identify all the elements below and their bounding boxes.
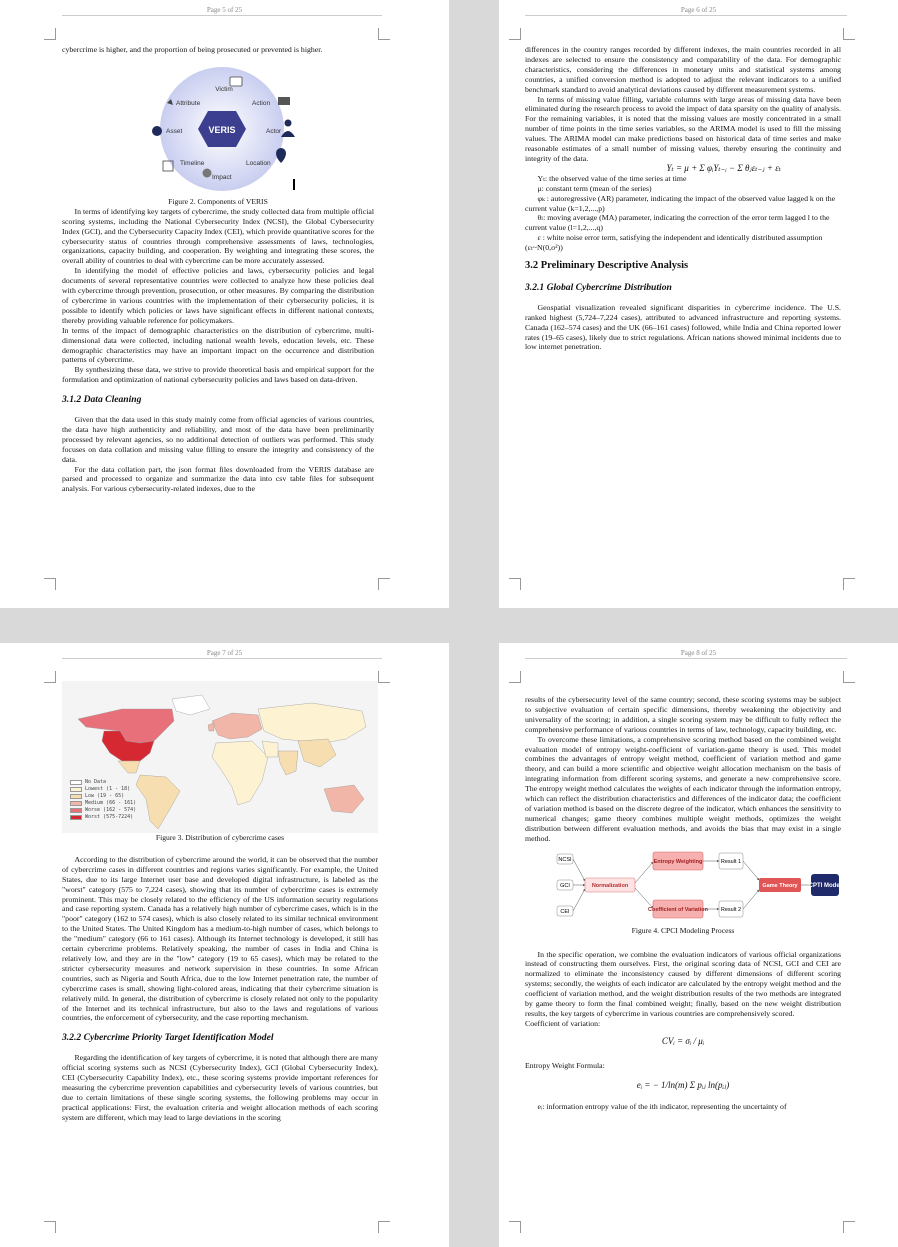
crop-mark [509, 1221, 521, 1233]
legend-label: Worst (575-7224) [85, 814, 134, 820]
crop-mark [378, 1221, 390, 1233]
definition: θₗ: moving average (MA) parameter, indicating the correction of the error term lagged l to the current value (l=1,2,...,q) [525, 213, 830, 233]
page-number: Page 6 of 25 [680, 6, 717, 14]
formula-label: Entropy Weight Formula: [525, 1060, 605, 1070]
veris-label-impact: Impact [212, 173, 232, 181]
crop-mark [843, 1221, 855, 1233]
veris-label-actor: Actor [266, 127, 282, 135]
result-2-label: Result 2 [720, 906, 742, 913]
paragraph: For the data collation part, the json format files downloaded from the VERIS database are parsed and processed to organize and summarize the data into csv table files for subsequent analysis. For various cybersecurity-related indexes, due to the [62, 464, 374, 494]
entropy-weighting-label: Entropy Weighting [653, 858, 703, 865]
crop-mark [44, 28, 56, 40]
section-heading: 3.2.1 Global Cybercrime Distribution [525, 281, 672, 293]
page-number: Page 8 of 25 [680, 649, 717, 657]
crop-mark [509, 28, 521, 40]
veris-label-action: Action [252, 99, 271, 107]
formula-label: Coefficient of variation: [525, 1018, 601, 1028]
entropy-formula: eᵢ = − 1/ln(m) Σ pᵢⱼ ln(pᵢⱼ) [636, 1079, 730, 1090]
crop-mark [378, 28, 390, 40]
crop-mark [843, 28, 855, 40]
page-6 [499, 0, 898, 608]
page-number: Page 7 of 25 [206, 649, 243, 657]
lock-icon [152, 126, 162, 136]
paragraph: In the specific operation, we combine the evaluation indicators of various official organizations instead of constructing them ourselves. First, the original scoring data of NCSI, GCI and CEI are normalized to eliminate the inconsistency caused by different dimensions of different scoring systems; secondly, the weights of each indicator are calculated by the entropy weight method and the coefficient of variation method, and the weight distribution results of the two methods are integrated by game theory to form the final combined weight; finally, based on the new weight distribution results, the key targets of cybercrime in various countries are comprehensively scored. [525, 949, 841, 1018]
paragraph: results of the cybersecurity level of the same country; second, these scoring systems may be subject to subjective evaluation of certain specific dimensions, thereby weakening the objectivity and universality of the scoring; in addition, a single scoring system may be difficult to fully reflect the comprehensive performance of various countries in terms of law, technology, capacity building, etc. [525, 695, 841, 734]
normalization-label: Normalization [591, 882, 629, 889]
definition: ε : white noise error term, satisfying the independent and identically distributed assumption (εₜ~N(0,σ²)) [525, 233, 823, 253]
legend-swatch [70, 787, 82, 792]
legend-label: No Data [85, 779, 107, 785]
cpci-flow-diagram [525, 848, 841, 926]
legend-swatch [70, 808, 82, 813]
paragraph: differences in the country ranges recorded by different indexes, the main countries recorded in all indexes are selected to ensure the consistency and comparability of the data. For demographic characteristics, considering the differences in monetary units and statistical systems among countries, a unified conversion method is adopted to adjust the relevant indicators to a unified benchmark standard to avoid analytical deviations caused by different measurement systems. [525, 45, 841, 94]
page-7 [0, 643, 449, 1247]
paragraph: Regarding the identification of key targets of cybercrime, it is noted that although there are many official scoring systems such as NCSI (Cybersecurity Index), GCI (Global Cybersecurity Index), CEI (Cybersecurity Capability Index), etc., these scoring systems provide important references for measuring the cybercrime prevention capabilities and cybersecurity levels of various countries, but due to certain limitations of these single scoring systems, the following problems may occur in practical applications: First, the evaluation criteria and weight allocation methods of each scoring system are different, which may lead to large deviations in the scoring [62, 1053, 378, 1122]
paragraph: In terms of identifying key targets of cybercrime, the study collected data from multiple official scoring systems, including the National Cybersecurity Index (NCSI), the Global Cybersecurity Index (GCI), and the Cybersecurity Capacity Index (CEI), which provide quantitative scores for the cybersecurity status of countries through comprehensive assessments of laws, technologies, organizations, capacity building, and cooperation. By weighting and integrating these scores, the overall ability of countries to deal with cybercrime can be more accurately assessed. [62, 206, 374, 266]
cpti-model-label: CPTI Model [808, 882, 841, 889]
figure-caption: Figure 4. CPCI Modeling Process [631, 925, 735, 935]
crop-mark [44, 578, 56, 590]
paragraph: According to the distribution of cybercrime around the world, it can be observed that the number of cybercrime cases in different countries and regions varies significantly. For example, the United States, due to its large Internet user base and developed digital infrastructure, is labeled as the "worst" category (575 to 7,224 cases), showing that its number of cybercrime cases is extremely prominent. This may be closely related to the efficiency of the US information security regulations and case reporting system. Canada has a relatively high number of cybercrime cases, which is in the "poor" category (162 to 574 cases), which is also closely related to its similar technical environment to the United States. The United Kingdom has a medium-to-high number of cases, which belongs to the "medium" category (66 to 161 cases). Although its Internet technology is developed, it still has certain cybercrime problems. Relatively speaking, the number of cases in India and China is relatively low, and they are in the "low" category (19 to 65 cases), which may be related to the stricter cybersecurity measures and network supervision in these countries. In some African countries, such as Nigeria and South Africa, due to the low Internet penetration rate, the number of cybercrime cases is small, showing light-colored areas, indicating that their cybercrime situation is relatively mild. In general, the distribution of cybercrime is closely related not only to the popularity of the Internet and its technical infrastructure, but also to the laws and regulations of various countries, the enforcement of cybersecurity, and the case reporting mechanism. [62, 854, 378, 1023]
cv-formula: CVᵢ = σᵢ / μᵢ [661, 1035, 705, 1046]
paragraph: Geospatial visualization revealed significant disparities in cybercrime incidence. The U.S. ranked highest (5,724–7,224 cases), attributed to advanced infrastructure and reporting systems. Canada (162–574 cases) and the UK (66–161 cases) followed, while India and China reported lower rates (19–65 cases), likely due to strict regulations. African nations showed minimal incidents due to low internet penetration. [525, 302, 841, 352]
paragraph: In identifying the model of effective policies and laws, cybersecurity policies and legal documents of several representative countries were collected to analyze how these policies deal with cybercrime through prevention, prosecution, or other measures. By comparing the distribution of cybercrime in various countries with the implementation of their cybersecurity policies, it is possible to identify which policies or laws have significant effects in different national contexts, thereby providing valuable reference for policymakers. [62, 266, 374, 325]
paragraph: cybercrime is higher, and the proportion of being prosecuted or prevented is higher. [62, 45, 323, 54]
veris-center-label: VERIS [208, 124, 236, 135]
veris-label-location: Location [246, 159, 271, 167]
legend-label: Worse (162 - 574) [85, 807, 137, 813]
veris-label-asset: Asset [166, 127, 183, 135]
text-cursor [293, 179, 295, 190]
definition: eᵢ: information entropy value of the ith indicator, representing the uncertainty of [537, 1102, 787, 1112]
veris-label-timeline: Timeline [180, 159, 205, 167]
legend-swatch [70, 815, 82, 820]
legend-swatch [70, 780, 82, 785]
definition: φₖ : autoregressive (AR) parameter, indicating the impact of the observed value lagged k on the current value (k=1,2,...,p) [525, 193, 836, 213]
page-body [62, 45, 374, 494]
paragraph: In terms of missing value filling, variable columns with large areas of missing data have been eliminated during the research process to avoid the impact of data sparsity on the quality of analysis. For the remaining variables, it is noted that the missing values are mostly concentrated in a small number of time points in the time series variables, so the ARIMA model is used to fill the missing values. The ARIMA model can make predictions based on historical data of time series and make reasonable estimates of a small number of missing values, thereby ensuring the continuity and integrity of the data. [525, 94, 841, 163]
paragraph: In terms of the impact of demographic characteristics on the distribution of cybercrime, multi-dimensional data were collected, including national wealth levels, education levels, etc. These demographic characteristics may have an important impact on the occurrence and distribution patterns of cybercrime. [62, 325, 374, 365]
input-cei-label: CEI [560, 908, 570, 915]
map-legend [70, 779, 210, 821]
impact-icon [203, 168, 212, 177]
coefficient-variation-label: Coefficient of Variation [648, 906, 708, 913]
section-heading: 3.2 Preliminary Descriptive Analysis [525, 260, 689, 272]
arima-formula: Yₜ = μ + Σ φᵢYₜ₋ᵢ − Σ θⱼεₜ₋ⱼ + εₜ [666, 162, 781, 173]
laptop-icon [278, 97, 290, 105]
section-heading: 3.1.2 Data Cleaning [62, 394, 142, 406]
paragraph: To overcome these limitations, a comprehensive scoring method based on the combined weight evaluation model of entropy weight-coefficient of variation-game theory is used. This model combines the advantages of entropy weight method, coefficient of variation method and game theory, and can build a more scientific and objective weight allocation mechanism on the basis of integrating information from different scoring systems, and generate a new comprehensive score. The entropy weight method calculates the weights of each indicator through the information entropy, which can reflect the distribution characteristics and differences of the indicator data; the coefficient of variation method is based on the discrete degree of the indicator, which enhances the sensitivity to numerical changes; game theory combines multiple weight methods, optimizes the weight distribution between different evaluation methods, and avoids the bias that may exist in a single method. [525, 734, 841, 843]
legend-label: Medium (66 - 161) [85, 800, 137, 806]
crop-mark [44, 1221, 56, 1233]
crop-mark [378, 671, 390, 683]
definition: Yₜ: the observed value of the time series at time [537, 173, 687, 183]
crop-mark [378, 578, 390, 590]
location-pin-icon [276, 148, 286, 163]
result-1-label: Result 1 [720, 858, 742, 865]
page-number: Page 5 of 25 [206, 6, 243, 14]
input-ncsi-label: NCSI [558, 856, 572, 863]
crop-mark [44, 671, 56, 683]
world-map-figure [62, 681, 378, 833]
crop-mark [509, 671, 521, 683]
page-body [525, 695, 841, 1112]
legend-swatch [70, 794, 82, 799]
figure-caption: Figure 3. Distribution of cybercrime cases [155, 833, 285, 842]
victim-icon [230, 77, 242, 86]
crop-mark [509, 578, 521, 590]
paragraph: By synthesizing these data, we strive to provide theoretical basis and empirical support for the formulation and optimization of national cybersecurity policies and laws based on data-driven. [62, 365, 374, 385]
page-body [525, 45, 841, 352]
veris-label-victim: Victim [215, 85, 233, 93]
figure-caption: Figure 2. Components of VERIS [168, 196, 268, 206]
veris-label-attribute: Attribute [176, 99, 201, 107]
page-body [62, 681, 378, 1123]
input-gci-label: GCI [560, 882, 570, 889]
page-5 [0, 0, 449, 608]
legend-swatch [70, 801, 82, 806]
page-8 [499, 643, 898, 1247]
paragraph: Given that the data used in this study mainly come from official agencies of various countries, the data have high authenticity and reliability, and most of the data have been preliminarily processed by relevant agencies, so no additional detection of outliers was performed. This study focuses on data collation and missing value filling to ensure the integrity and consistency of the data. [62, 415, 374, 464]
game-theory-label: Game Theory [762, 882, 798, 889]
crop-mark [843, 578, 855, 590]
definition: μ: constant term (mean of the series) [537, 183, 652, 193]
legend-label: Low (19 - 65) [85, 793, 125, 799]
legend-label: Lowest (1 - 18) [85, 786, 131, 792]
veris-diagram [62, 57, 374, 197]
crop-mark [843, 671, 855, 683]
section-heading: 3.2.2 Cybercrime Priority Target Identification Model [62, 1032, 274, 1044]
